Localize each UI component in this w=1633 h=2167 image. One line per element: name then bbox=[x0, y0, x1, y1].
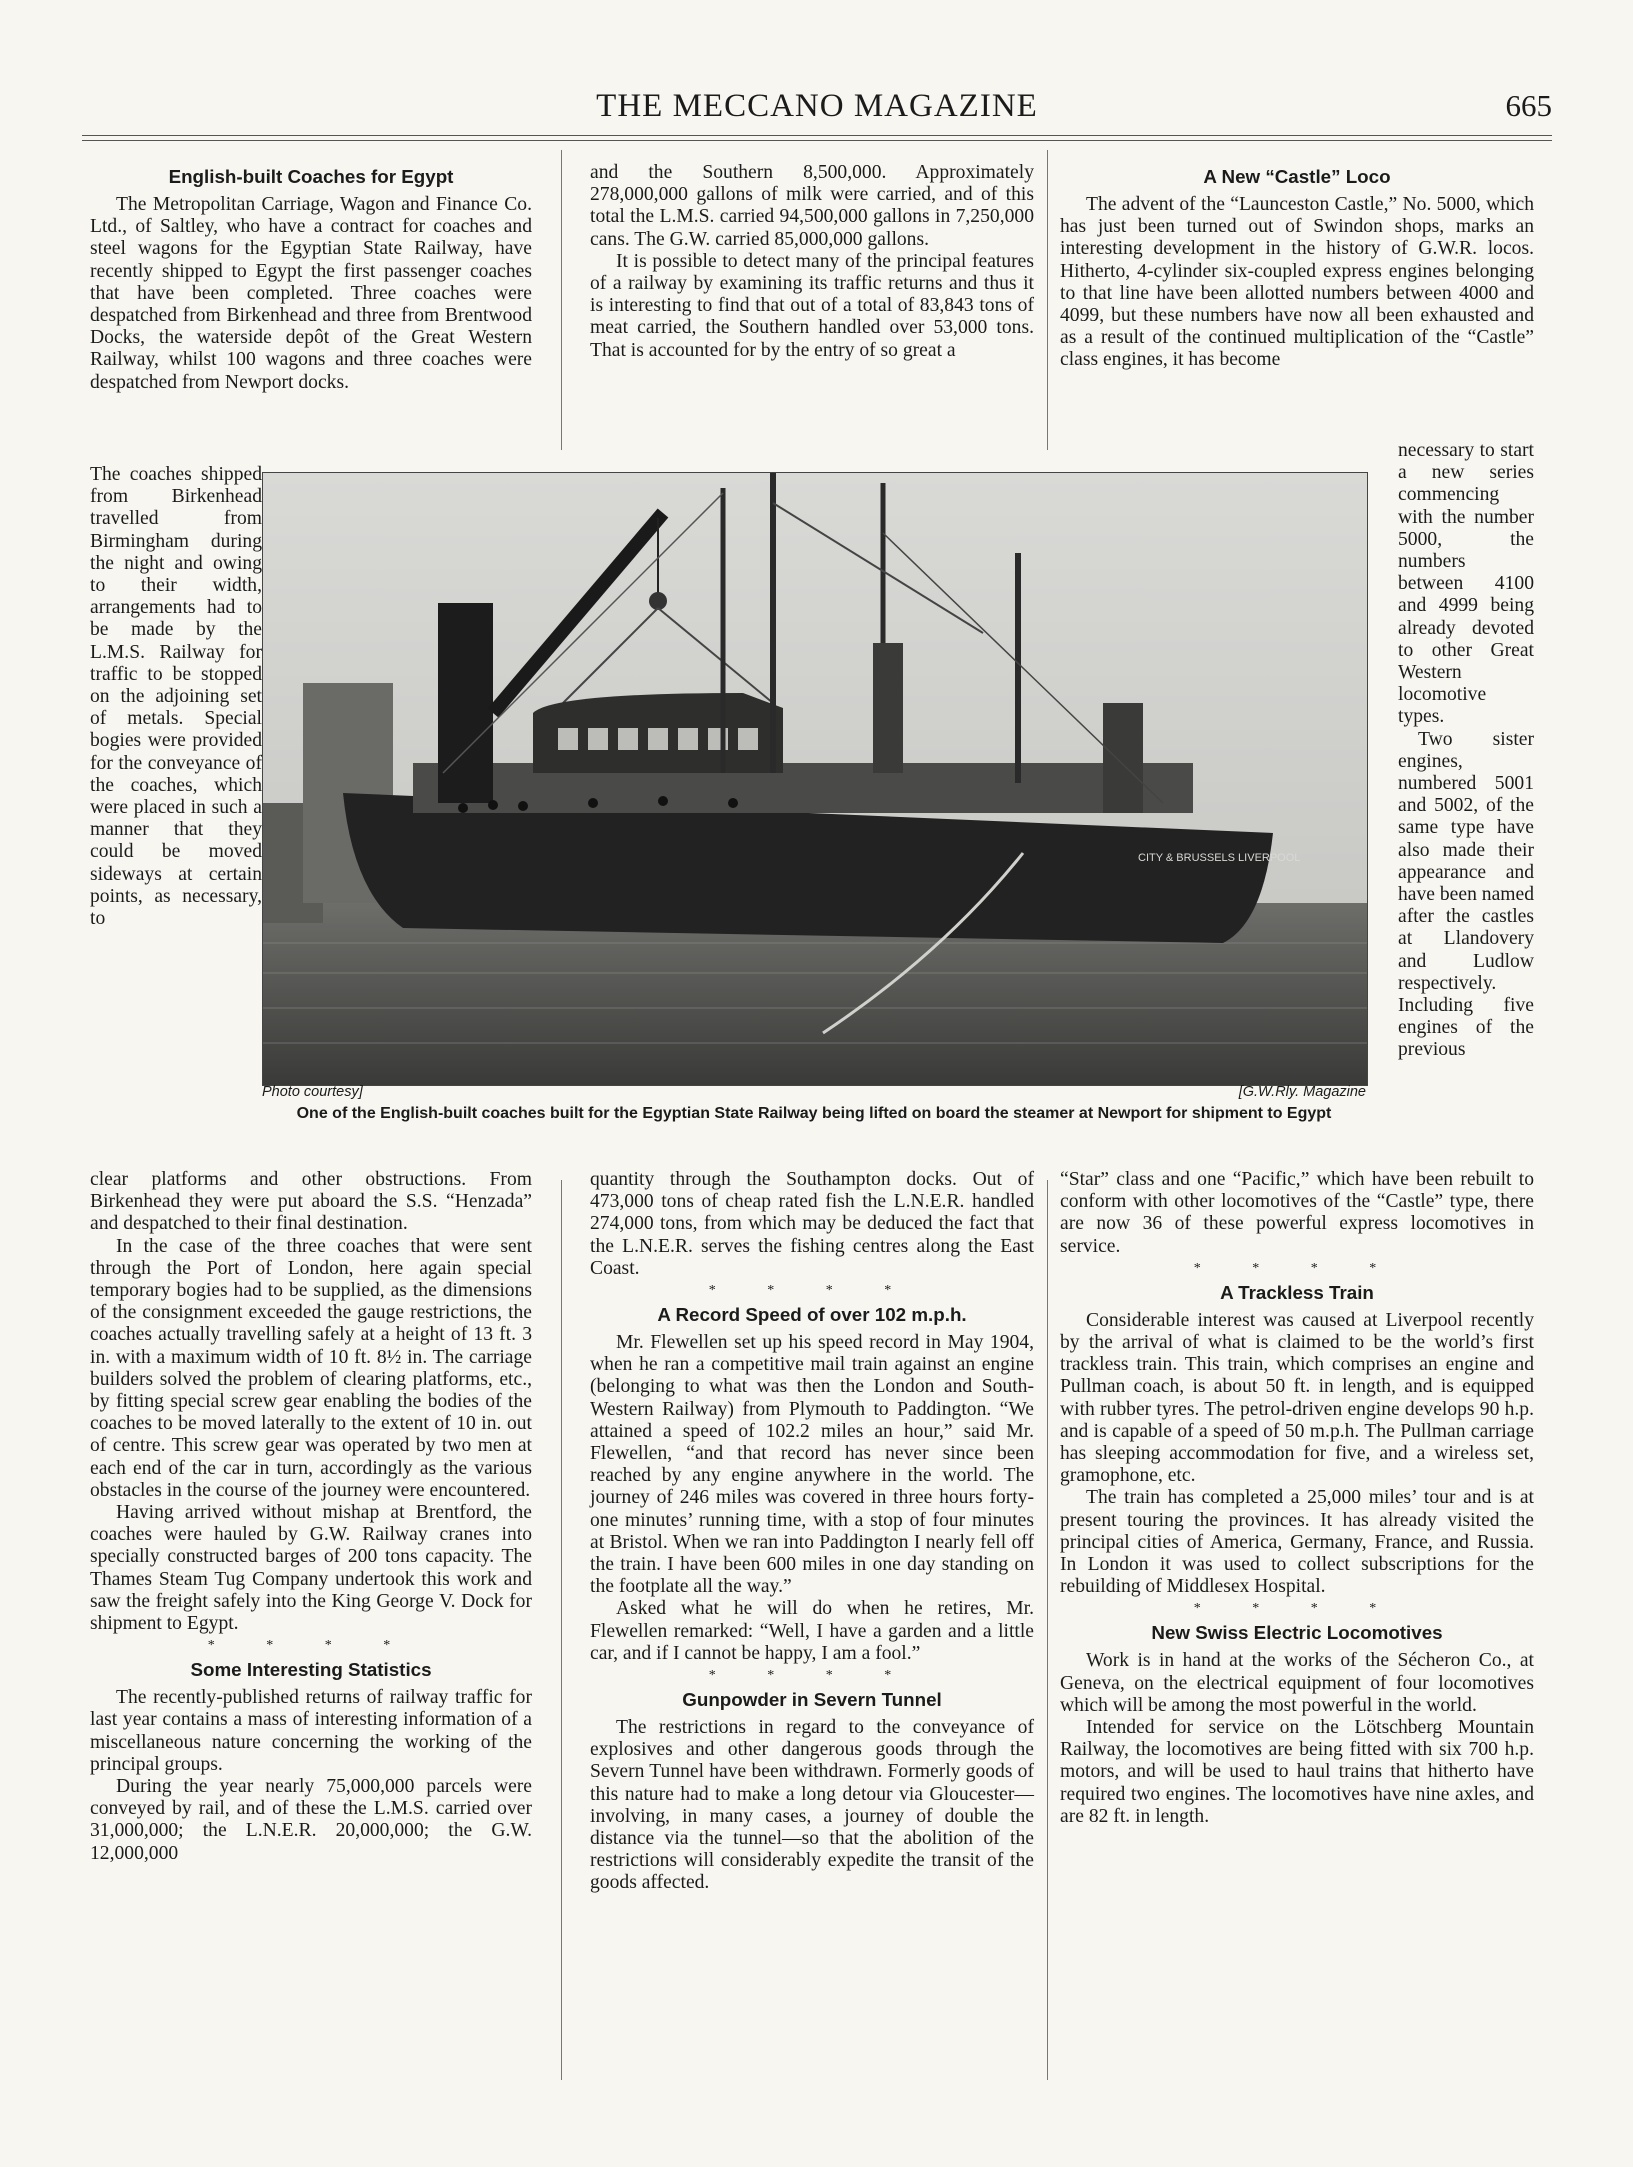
paragraph: In the case of the three coaches that were sent through the Port of London, here again special temporary bogies had to be supplied, as the dimensions of the consignment exceeded the gauge restrictions, the coaches actually travelling safely at a height of 13 ft. 3 in. with a maximum width of 10 ft. 8½ in. The carriage builders solved the problem of clearing platforms, etc., by fitting special screw gear enabling the bodies of the coaches to be moved laterally to the extent of 10 in. out of centre. This screw gear was operated by two men at each end of the car in turn, accordingly as the various obstacles in the course of the journey were encountered. bbox=[90, 1235, 532, 1501]
article-castle-top bbox=[1060, 162, 1534, 372]
column-divider bbox=[561, 1180, 562, 2080]
paragraph: clear platforms and other obstructions. From Birkenhead they were put aboard the S.S. “Henzada” and despatched to their final destination. bbox=[90, 1169, 532, 1235]
paragraph: Having arrived without mishap at Brentford, the coaches were hauled by G.W. Railway cranes into specially constructed barges of 200 tons capacity. The Thames Steam Tug Company undertook this work and saw the freight safely into the King George V. Dock for shipment to Egypt. bbox=[90, 1502, 532, 1635]
column-divider bbox=[561, 150, 562, 450]
article-heading: A Trackless Train bbox=[1220, 1281, 1374, 1303]
paragraph: necessary to start a new series commencing with the number 5000, the numbers between 4100 and 4999 being already devoted to other Great Western locomotive types. bbox=[1398, 440, 1534, 728]
article-heading: Some Interesting Statistics bbox=[190, 1659, 432, 1681]
paragraph: Two sister engines, numbered 5001 and 5002, of the same type have also made their appearance and have been named after the castles at Llandovery and Ludlow respectively. Including five engines of the previous bbox=[1398, 728, 1534, 1061]
paragraph: The train has completed a 25,000 miles’ tour and is at present touring the provinces. It has already visited the principal cities of America, Germany, France, and Russia. In London it was used to collect subscriptions for the rebuilding of Middlesex Hospital. bbox=[1060, 1487, 1534, 1598]
article-egypt-top bbox=[90, 162, 532, 394]
article-heading: New Swiss Electric Locomotives bbox=[1151, 1622, 1443, 1644]
paragraph: Considerable interest was caused at Liverpool recently by the arrival of what is claimed to be the world’s first trackless train. This train, which comprises an engine and Pullman coach, is about 50 ft. in length, and is equipped with rubber tyres. The petrol-driven engine develops 90 h.p. and is capable of a speed of 50 m.p.h. The Pullman carriage has sleeping accommodation for five, and a wireless set, gramophone, etc. bbox=[1060, 1309, 1534, 1487]
article-heading: Gunpowder in Severn Tunnel bbox=[682, 1689, 942, 1711]
paragraph: quantity through the Southampton docks. Out of 473,000 tons of cheap rated fish the L.N.E.R. handled 274,000 tons, from which may be deduced the fact that the L.N.E.R. serves the fishing centres along the East Coast. bbox=[590, 1169, 1034, 1279]
section-separator: * * * * bbox=[207, 1638, 415, 1654]
article-heading: English-built Coaches for Egypt bbox=[168, 166, 454, 187]
paragraph: Asked what he will do when he retires, Mr. Flewellen remarked: “Well, I have a garden and a little car, and if I cannot be happy, I am a fool.” bbox=[590, 1598, 1034, 1664]
paragraph: and the Southern 8,500,000. Approximately 278,000,000 gallons of milk were carried, and of this total the L.M.S. carried 94,500,000 gallons in 7,250,000 cans. The G.W. carried 85,000,000 gallons. bbox=[590, 162, 1034, 250]
article-column-three-bottom bbox=[1060, 1169, 1534, 1828]
masthead bbox=[82, 84, 1552, 134]
page-number: 665 bbox=[1505, 88, 1552, 123]
article-egypt-wrap bbox=[90, 464, 262, 1164]
header-rule bbox=[82, 135, 1552, 136]
column-divider bbox=[1047, 1180, 1048, 2080]
photo-credit: Photo courtesy] bbox=[262, 1084, 363, 1100]
paragraph: During the year nearly 75,000,000 parcels were conveyed by rail, and of these the L.M.S. carried over 31,000,000; the L.N.E.R. 20,000,000; the G.W. 12,000,000 bbox=[90, 1776, 532, 1864]
paragraph: “Star” class and one “Pacific,” which have been rebuilt to conform with other locomotives of the “Castle” type, there are now 36 of these powerful express locomotives in service. bbox=[1060, 1169, 1534, 1257]
article-column-two-bottom bbox=[590, 1169, 1034, 1895]
figure-caption bbox=[262, 1084, 1366, 1123]
paragraph: Mr. Flewellen set up his speed record in May 1904, when he ran a competitive mail train against an engine (belonging to what was then the London and South-Western Railway) from Plymouth to Paddington. “We attained a speed of 102.2 miles an hour,” said Mr. Flewellen, “and that record has never since been reached by any engine anywhere in the world. The journey of 246 miles was covered in three hours forty-one minutes’ running time, with a stop of four minutes at Bristol. When we ran into Paddington I nearly fell off the train. I have been 600 miles in one day standing on the footplate all the way.” bbox=[590, 1332, 1034, 1598]
paragraph: The recently-published returns of railway traffic for last year contains a mass of interesting information of a miscellaneous nature concerning the working of the principal groups. bbox=[90, 1687, 532, 1775]
paragraph: Intended for service on the Lötschberg Mountain Railway, the locomotives are being fitted with six 700 h.p. motors, and will be used to haul trains that hitherto have required two engines. The locomotives have nine axles, and are 82 ft. in length. bbox=[1060, 1717, 1534, 1827]
caption-text: One of the English-built coaches built for the Egyptian State Railway being lifted on board the steamer at Newport for shipment to Egypt bbox=[296, 1105, 1332, 1122]
paragraph: The restrictions in regard to the conveyance of explosives and other dangerous goods through the Severn Tunnel have been withdrawn. Formerly goods of this nature had to make a long detour via Gloucester—involving, in many cases, a journey of double the distance via the tunnel—so that the abolition of the restrictions will considerably expedite the transit of the goods affected. bbox=[590, 1717, 1034, 1894]
article-castle-wrap bbox=[1398, 440, 1534, 1170]
section-separator: * * * * bbox=[708, 1283, 916, 1299]
section-separator: * * * * bbox=[708, 1668, 916, 1684]
steamer-loading-illustration bbox=[263, 473, 1367, 1085]
magazine-title: THE MECCANO MAGAZINE bbox=[596, 88, 1038, 124]
paragraph: The advent of the “Launceston Castle,” No. 5000, which has just been turned out of Swindon shops, marks an interesting development in the history of G.W.R. locos. Hitherto, 4-cylinder six-coupled express engines belonging to that line have been allotted numbers between 4000 and 4099, but these numbers have now all been exhausted and as a result of the continued multiplication of the “Castle” class engines, it has become bbox=[1060, 194, 1534, 371]
article-heading: A New “Castle” Loco bbox=[1203, 166, 1391, 187]
paragraph: It is possible to detect many of the principal features of a railway by examining its traffic returns and thus it is interesting to find that out of a total of 83,843 tons of meat carried, the Southern handled over 53,000 tons. That is accounted for by the entry of so great a bbox=[590, 250, 1034, 361]
article-egypt-bottom bbox=[90, 1169, 532, 1865]
section-separator: * * * * bbox=[1193, 1260, 1401, 1276]
hull-lettering: CITY & BRUSSELS LIVERPOOL bbox=[1138, 852, 1301, 864]
column-divider bbox=[1047, 150, 1048, 450]
ship-photograph bbox=[262, 472, 1368, 1086]
section-separator: * * * * bbox=[1193, 1601, 1401, 1617]
paragraph: Work is in hand at the works of the Sécheron Co., at Geneva, on the electrical equipment of four locomotives which will be among the most powerful in the world. bbox=[1060, 1650, 1534, 1716]
article-heading: A Record Speed of over 102 m.p.h. bbox=[657, 1304, 967, 1326]
photo-source: [G.W.Rly. Magazine bbox=[1238, 1084, 1366, 1100]
article-statistics-cont bbox=[590, 162, 1034, 362]
paragraph: The Metropolitan Carriage, Wagon and Finance Co. Ltd., of Saltley, who have a contract for coaches and steel wagons for the Egyptian State Railway, have recently shipped to Egypt the first passenger coaches that have been completed. Three coaches were despatched from Birkenhead and three from Brentwood Docks, the waterside depôt of the Great Western Railway, whilst 100 wagons and three coaches were despatched from Newport docks. bbox=[90, 194, 532, 393]
header-rule-thin bbox=[82, 140, 1552, 141]
paragraph: The coaches shipped from Birkenhead travelled from Birmingham during the night and owing to their width, arrangements had to be made by the L.M.S. Railway for traffic to be stopped on the adjoining set of metals. Special bogies were provided for the conveyance of the coaches, which were placed in such a manner that they could be moved sideways at certain points, as necessary, to bbox=[90, 464, 262, 930]
